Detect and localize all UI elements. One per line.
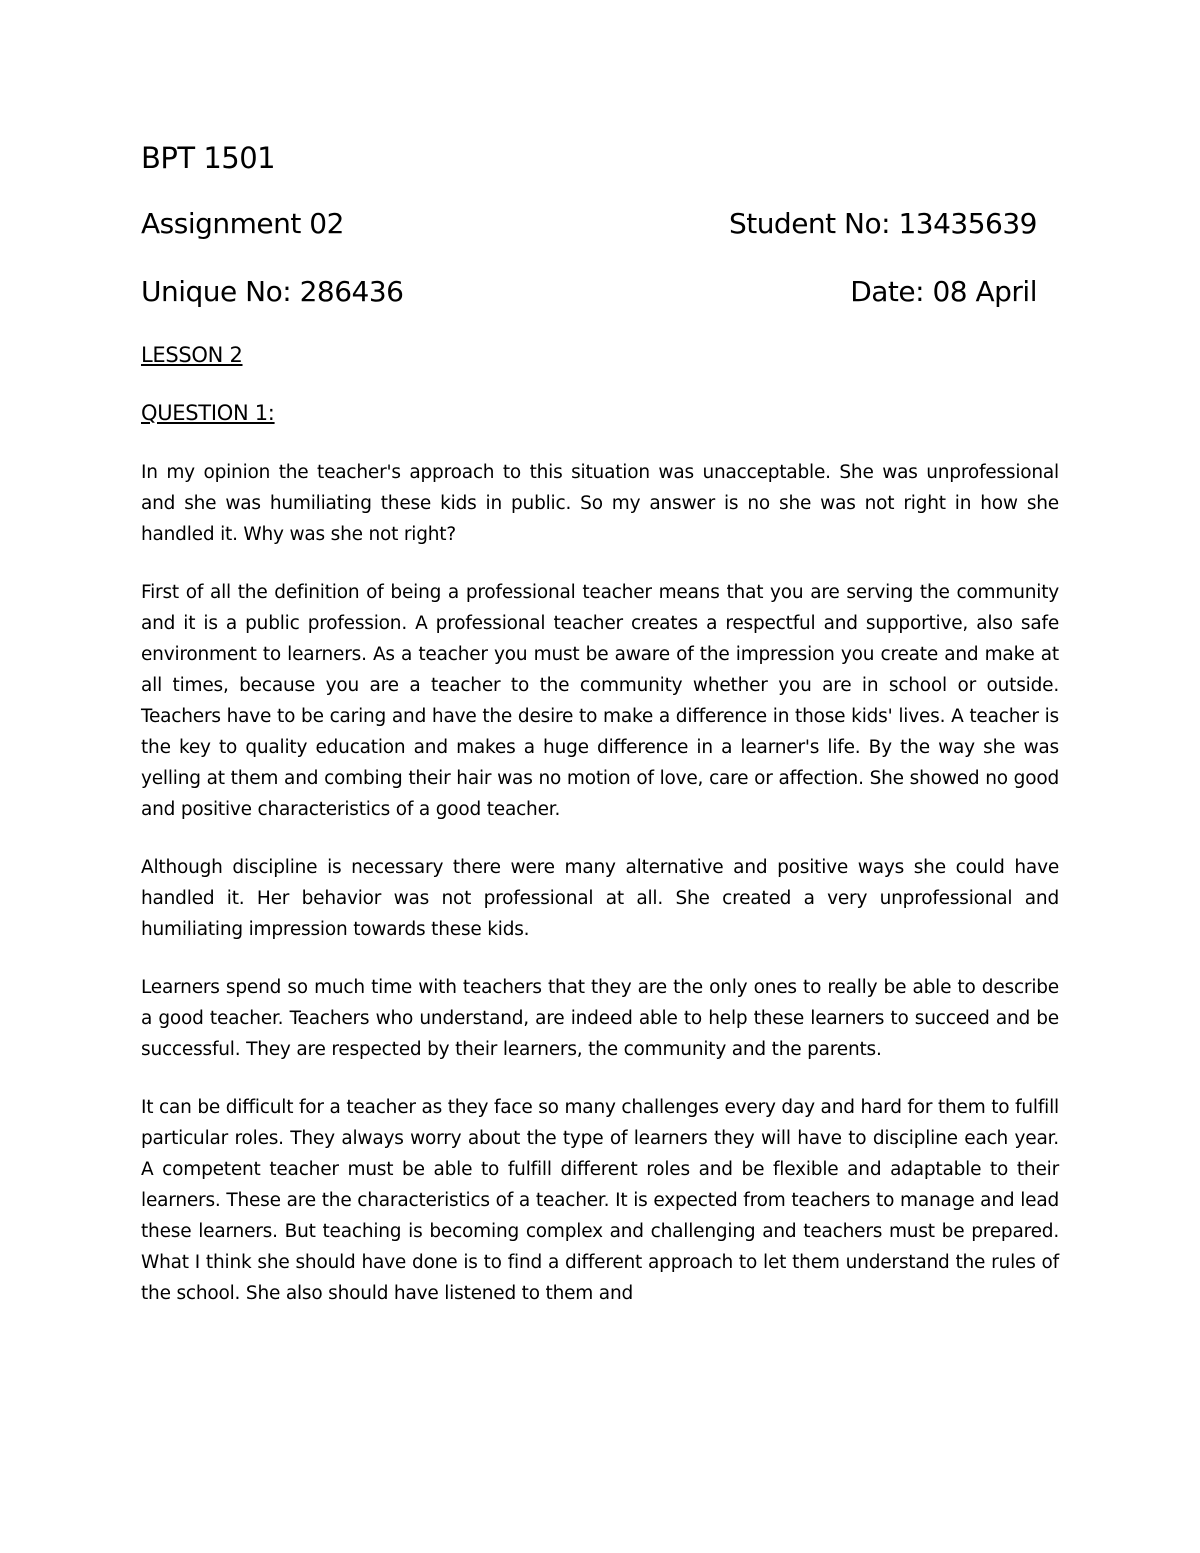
submission-date: Date: 08 April [850, 275, 1037, 308]
student-number: Student No: 13435639 [728, 207, 1037, 240]
question-heading: QUESTION 1: [141, 401, 275, 425]
unique-number: Unique No: 286436 [141, 275, 404, 308]
paragraph: Learners spend so much time with teachers that they are the only ones to really be able to describe a good teacher. Teachers who understand, are indeed able to help these learners to succeed and be successful. They are respected by their learners, the community and the parents. [141, 977, 1059, 1060]
paragraph: It can be difficult for a teacher as they face so many challenges every day and hard for them to fulfill particular roles. They always worry about the type of learners they will have to discipline each year. A competent teacher must be able to fulfill different roles and be flexible and adaptable to their learners. These are the characteristics of a teacher. It is expected from teachers to manage and lead these learners. But teaching is becoming complex and challenging and teachers must be prepared. What I think she should have done is to find a different approach to let them understand the rules of the school. She also should have listened to them and [141, 1097, 1059, 1304]
unique-date-row [141, 274, 1037, 310]
paragraph: In my opinion the teacher's approach to this situation was unacceptable. She was unprofessional and she was humiliating these kids in public. So my answer is no she was not right in how she handled it. Why was she not right? [141, 462, 1059, 545]
course-code: BPT 1501 [141, 141, 276, 175]
paragraph: Although discipline is necessary there were many alternative and positive ways she could have handled it. Her behavior was not professional at all. She created a very unprofessional and humiliating impression towards these kids. [141, 857, 1059, 940]
assignment-number: Assignment 02 [141, 207, 344, 240]
lesson-heading: LESSON 2 [141, 343, 243, 367]
paragraph: First of all the definition of being a professional teacher means that you are serving the community and it is a public profession. A professional teacher creates a respectful and supportive, also safe environment to learners. As a teacher you must be aware of the impression you create and make at all times, because you are a teacher to the community whether you are in school or outside. Teachers have to be caring and have the desire to make a difference in those kids' lives. A teacher is the key to quality education and makes a huge difference in a learner's life. By the way she was yelling at them and combing their hair was no motion of love, care or affection. She showed no good and positive characteristics of a good teacher. [141, 582, 1059, 820]
answer-body [141, 457, 1059, 1336]
assignment-row [141, 206, 1037, 242]
